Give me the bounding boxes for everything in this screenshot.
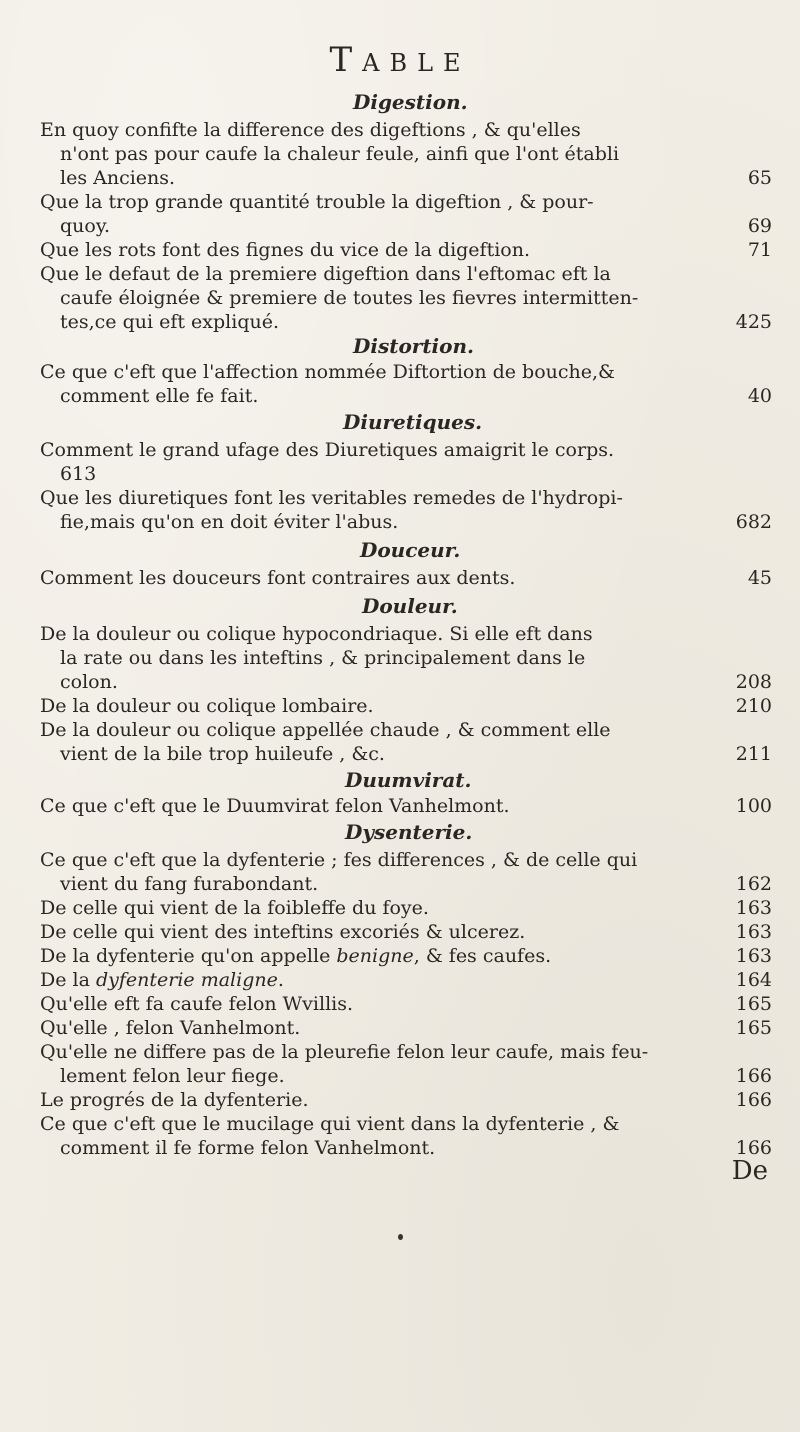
entry-text: , & fes caufes. [413,945,552,967]
page-number: 682 [735,511,772,533]
page-number: 208 [735,671,772,693]
entry-line: Qu'elle , felon Vanhelmont. [40,1017,301,1039]
page-number: 163 [735,921,772,943]
page-number: 69 [747,215,772,237]
entry-line: vient de la bile trop huileufe , &c. [60,743,385,765]
page-number: 45 [747,567,772,589]
section-heading-douceur: Douceur. [360,538,461,562]
section-heading-duumvirat: Duumvirat. [345,768,472,792]
section-heading-dysenterie: Dysenterie. [345,820,473,844]
entry-line: De celle qui vient des inteftins excoriés & ulcerez. [40,921,526,943]
entry-line [40,944,551,968]
entry-italic-term: dyfenterie maligne [95,969,278,991]
entry-line: caufe éloignée & premiere de toutes les fievres intermitten- [60,287,639,309]
entry-line: lement felon leur fiege. [60,1065,285,1087]
page-number: 210 [735,695,772,717]
entry-line: De la douleur ou colique hypocondriaque. Si elle eft dans [40,623,593,645]
section-heading-digestion: Digestion. [353,90,468,114]
section-heading-diuretiques: Diuretiques. [343,410,483,434]
page-number: 40 [747,385,772,407]
entry-line: Comment les douceurs font contraires aux dents. [40,567,516,589]
entry-line: la rate ou dans les inteftins , & principalement dans le [60,647,586,669]
ink-mark [398,1234,403,1240]
page-number: 166 [735,1137,772,1159]
entry-line: En quoy confifte la difference des digeftions , & qu'elles [40,119,581,141]
entry-line: Le progrés de la dyfenterie. [40,1089,309,1111]
page-number: 65 [747,167,772,189]
entry-text: De la [40,969,96,991]
page-number: 71 [747,239,772,261]
page-number: 100 [735,795,772,817]
page-number: 163 [735,945,772,967]
entry-line: Que les diuretiques font les veritables remedes de l'hydropi- [40,487,623,509]
entry-line: vient du fang furabondant. [60,873,319,895]
entry-line: Ce que c'eft que le mucilage qui vient dans la dyfenterie , & [40,1113,620,1135]
entry-line [40,968,284,992]
page-number: 165 [735,993,772,1015]
entry-line: comment il fe forme felon Vanhelmont. [60,1137,436,1159]
entry-line: Qu'elle ne differe pas de la pleurefie felon leur caufe, mais feu- [40,1041,649,1063]
entry-italic-term: benigne [336,945,414,967]
entry-text: De la dyfenterie qu'on appelle [40,945,337,967]
entry-line: De celle qui vient de la foibleffe du foye. [40,897,429,919]
entry-line: De la douleur ou colique lombaire. [40,695,374,717]
entry-line: Que le defaut de la premiere digeftion dans l'eftomac eft la [40,263,611,285]
catchword: De [731,1156,768,1186]
entry-line: Que la trop grande quantité trouble la digeftion , & pour- [40,191,594,213]
page-number: 165 [735,1017,772,1039]
page-number: 164 [735,969,772,991]
entry-line: Qu'elle eft fa caufe felon Wvillis. [40,993,354,1015]
entry-line: Comment le grand ufage des Diuretiques amaigrit le corps. [40,439,615,461]
entry-line: n'ont pas pour caufe la chaleur feule, ainfi que l'ont établi [60,143,620,165]
entry-line: quoy. [60,215,111,237]
entry-line: tes,ce qui eft expliqué. [60,311,280,333]
page-number: 425 [735,311,772,333]
entry-line: De la douleur ou colique appellée chaude , & comment elle [40,719,611,741]
section-heading-distortion: Distortion. [353,334,474,358]
page-number: 166 [735,1089,772,1111]
entry-line: Ce que c'eft que le Duumvirat felon Vanhelmont. [40,795,510,817]
entry-line: fie,mais qu'on en doit éviter l'abus. [60,511,399,533]
entry-line: colon. [60,671,118,693]
entry-line: Que les rots font des fignes du vice de la digeftion. [40,239,531,261]
entry-text: . [277,969,284,991]
entry-line: Ce que c'eft que l'affection nommée Diftortion de bouche,& [40,361,615,383]
section-heading-douleur: Douleur. [362,594,458,618]
entry-line: 613 [60,463,97,485]
page-number: 211 [735,743,772,765]
entry-line: les Anciens. [60,167,176,189]
page-number: 163 [735,897,772,919]
page-number: 162 [735,873,772,895]
entry-line: Ce que c'eft que la dyfenterie ; fes differences , & de celle qui [40,849,638,871]
entry-line: comment elle fe fait. [60,385,259,407]
page-number: 166 [735,1065,772,1087]
page-header-title: Table [329,40,471,80]
